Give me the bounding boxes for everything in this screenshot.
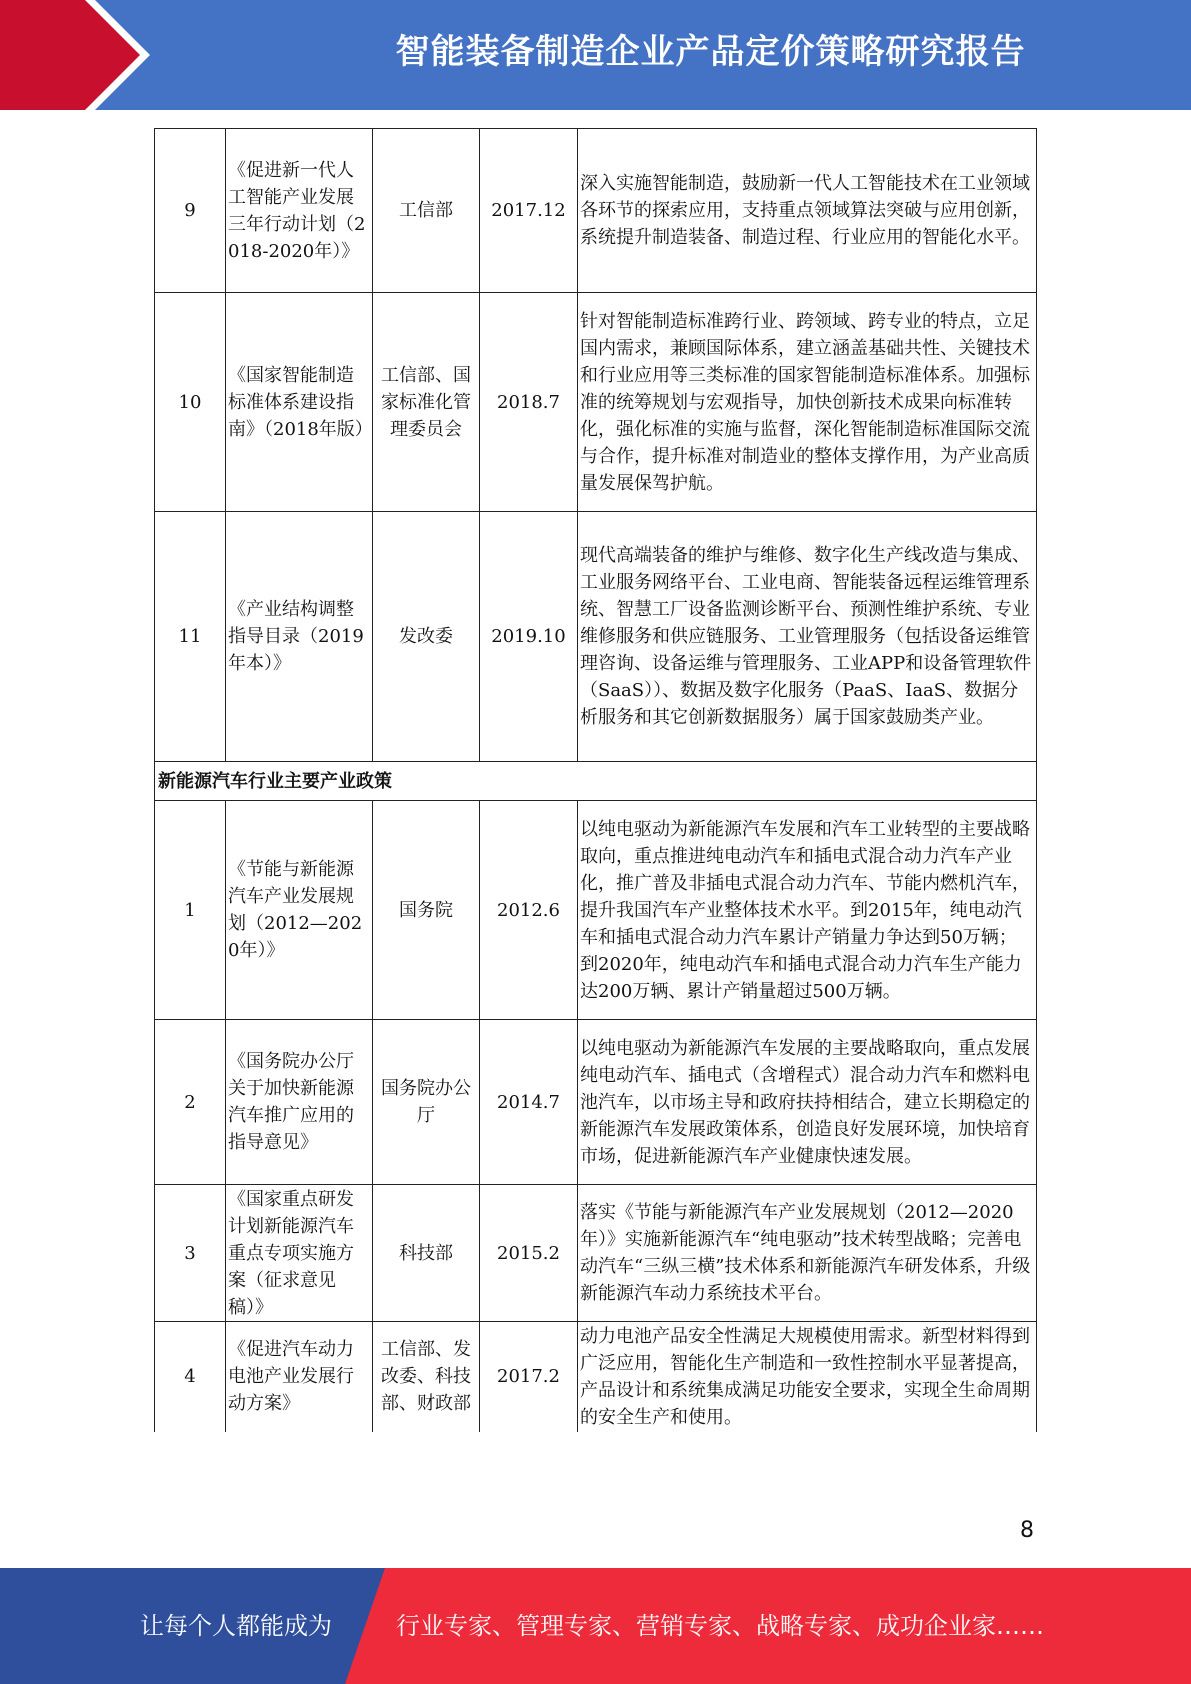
- table-row: [155, 1020, 1037, 1185]
- issuing-department: 国务院办公厅: [373, 1020, 480, 1185]
- table-row: [155, 1185, 1037, 1322]
- issuing-department: 工信部、国家标准化管理委员会: [373, 293, 480, 512]
- report-title: 智能装备制造企业产品定价策略研究报告: [395, 32, 1026, 72]
- table-row: [155, 1322, 1037, 1432]
- footer-slogan-right: 行业专家、管理专家、营销专家、战略专家、成功企业家……: [396, 1612, 1044, 1640]
- policy-name: 《产业结构调整指导目录（2019年本）》: [226, 512, 373, 762]
- issue-date: 2017.2: [480, 1322, 578, 1432]
- policy-name: 《国家智能制造标准体系建设指南》（2018年版）: [226, 293, 373, 512]
- table-row: [155, 293, 1037, 512]
- page-footer: [0, 1568, 1191, 1684]
- policy-content: 以纯电驱动为新能源汽车发展的主要战略取向，重点发展纯电动汽车、插电式（含增程式）混合动力汽车和燃料电池汽车，以市场主导和政府扶持相结合，建立长期稳定的新能源汽车发展政策体系，创造良好发展环境，加快培育市场，促进新能源汽车产业健康快速发展。: [578, 1020, 1037, 1185]
- row-number: 1: [155, 801, 226, 1020]
- issuing-department: 工信部、发改委、科技部、财政部: [373, 1322, 480, 1432]
- footer-slogan-left: 让每个人都能成为: [140, 1612, 332, 1640]
- page-header: [0, 0, 1191, 110]
- issue-date: 2014.7: [480, 1020, 578, 1185]
- table-row: [155, 129, 1037, 293]
- issuing-department: 科技部: [373, 1185, 480, 1322]
- policy-content: 针对智能制造标准跨行业、跨领域、跨专业的特点，立足国内需求，兼顾国际体系，建立涵盖基础共性、关键技术和行业应用等三类标准的国家智能制造标准体系。加强标准的统筹规划与宏观指导，加快创新技术成果向标准转化，强化标准的实施与监督，深化智能制造标准国际交流与合作，提升标准对制造业的整体支撑作用，为产业高质量发展保驾护航。: [578, 293, 1037, 512]
- issue-date: 2012.6: [480, 801, 578, 1020]
- row-number: 11: [155, 512, 226, 762]
- table-row: [155, 801, 1037, 1020]
- policy-content: 落实《节能与新能源汽车产业发展规划（2012—2020年）》实施新能源汽车“纯电驱动”技术转型战略；完善电动汽车“三纵三横”技术体系和新能源汽车研发体系，升级新能源汽车动力系统技术平台。: [578, 1185, 1037, 1322]
- issue-date: 2015.2: [480, 1185, 578, 1322]
- policy-content: 现代高端装备的维护与维修、数字化生产线改造与集成、工业服务网络平台、工业电商、智能装备远程运维管理系统、智慧工厂设备监测诊断平台、预测性维护系统、专业维修服务和供应链服务、工业管理服务（包括设备运维管理咨询、设备运维与管理服务、工业APP和设备管理软件（SaaS））、数据及数字化服务（PaaS、IaaS、数据分析服务和其它创新数据服务）属于国家鼓励类产业。: [578, 512, 1037, 762]
- issue-date: 2017.12: [480, 129, 578, 293]
- policy-content: 深入实施智能制造，鼓励新一代人工智能技术在工业领域各环节的探索应用，支持重点领域算法突破与应用创新，系统提升制造装备、制造过程、行业应用的智能化水平。: [578, 129, 1037, 293]
- row-number: 4: [155, 1322, 226, 1432]
- row-number: 2: [155, 1020, 226, 1185]
- policy-name: 《促进新一代人工智能产业发展三年行动计划（2018-2020年）》: [226, 129, 373, 293]
- row-number: 9: [155, 129, 226, 293]
- policy-table: [154, 128, 1037, 1432]
- issuing-department: 国务院: [373, 801, 480, 1020]
- section-title: 新能源汽车行业主要产业政策: [155, 762, 1037, 801]
- issuing-department: 发改委: [373, 512, 480, 762]
- policy-name: 《国务院办公厅关于加快新能源汽车推广应用的指导意见》: [226, 1020, 373, 1185]
- row-number: 10: [155, 293, 226, 512]
- policy-name: 《促进汽车动力电池产业发展行动方案》: [226, 1322, 373, 1432]
- header-chevron-decoration: [0, 0, 260, 110]
- policy-content: 以纯电驱动为新能源汽车发展和汽车工业转型的主要战略取向，重点推进纯电动汽车和插电式混合动力汽车产业化，推广普及非插电式混合动力汽车、节能内燃机汽车，提升我国汽车产业整体技术水平。到2015年，纯电动汽车和插电式混合动力汽车累计产销量力争达到50万辆；到2020年，纯电动汽车和插电式混合动力汽车生产能力达200万辆、累计产销量超过500万辆。: [578, 801, 1037, 1020]
- policy-content: 动力电池产品安全性满足大规模使用需求。新型材料得到广泛应用，智能化生产制造和一致性控制水平显著提高，产品设计和系统集成满足功能安全要求，实现全生命周期的安全生产和使用。: [578, 1322, 1037, 1432]
- policy-table-wrapper: [154, 128, 1036, 1432]
- page-number: 8: [1020, 1518, 1034, 1543]
- issue-date: 2018.7: [480, 293, 578, 512]
- policy-name: 《节能与新能源汽车产业发展规划（2012—2020年）》: [226, 801, 373, 1020]
- table-row: [155, 512, 1037, 762]
- issuing-department: 工信部: [373, 129, 480, 293]
- section-header-row: [155, 762, 1037, 801]
- policy-name: 《国家重点研发计划新能源汽车重点专项实施方案（征求意见稿）》: [226, 1185, 373, 1322]
- issue-date: 2019.10: [480, 512, 578, 762]
- row-number: 3: [155, 1185, 226, 1322]
